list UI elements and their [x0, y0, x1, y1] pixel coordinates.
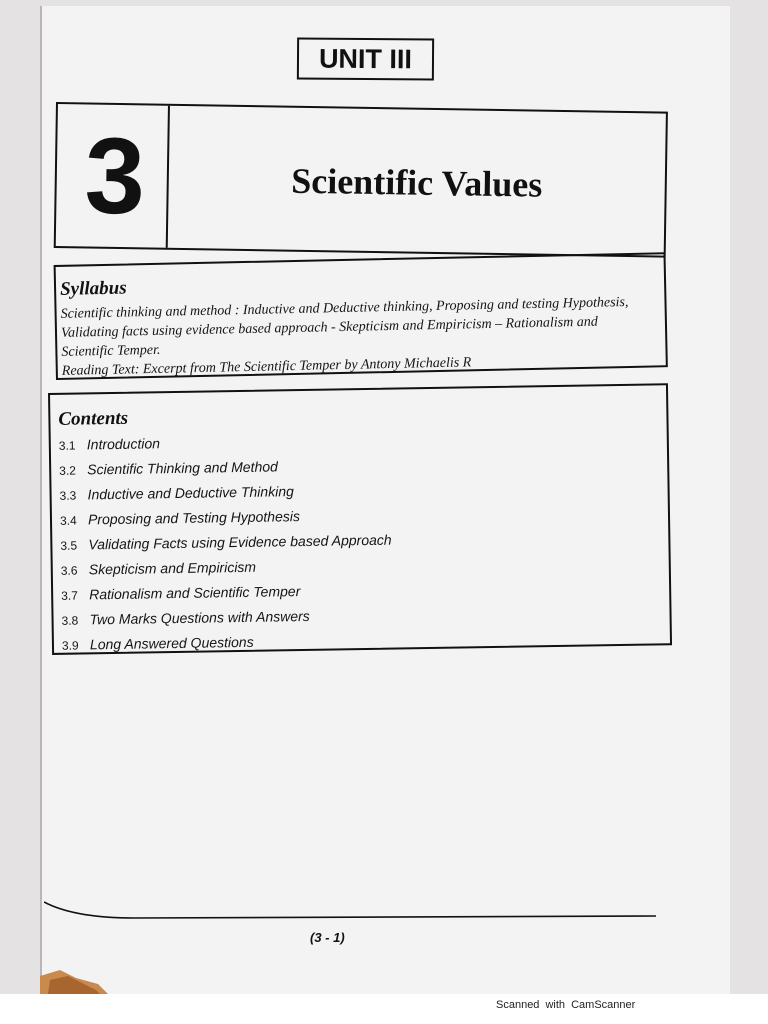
syllabus-line: Reading Text: Excerpt from The Scientific Temper by Antony Michaelis R	[61, 355, 472, 379]
contents-heading: Contents	[58, 407, 129, 430]
toc-title: Scientific Thinking and Method	[87, 458, 278, 478]
syllabus-box	[54, 252, 668, 380]
toc-title: Rationalism and Scientific Temper	[89, 583, 301, 603]
toc-number: 3.8	[61, 613, 79, 628]
footer-rule	[44, 900, 656, 924]
toc-title: Skepticism and Empiricism	[88, 558, 257, 578]
toc-title: Inductive and Deductive Thinking	[87, 483, 294, 503]
toc-number: 3.5	[60, 538, 78, 553]
toc-number: 3.7	[61, 588, 78, 603]
chapter-number: 3	[83, 114, 146, 237]
toc-title: Proposing and Testing Hypothesis	[87, 508, 301, 528]
toc-title: Validating Facts using Evidence based Approach	[88, 531, 392, 553]
toc-number: 3.2	[59, 463, 77, 478]
toc-title: Introduction	[86, 435, 161, 453]
toc-title: Long Answered Questions	[89, 633, 254, 653]
scanner-footer	[0, 994, 768, 1024]
toc-number: 3.1	[58, 438, 76, 453]
toc-number: 3.6	[60, 563, 78, 578]
page-number: (3 - 1)	[310, 930, 345, 945]
toc-title: Two Marks Questions with Answers	[89, 607, 310, 628]
syllabus-heading: Syllabus	[59, 277, 127, 300]
syllabus-line: Scientific Temper.	[61, 342, 161, 360]
scanner-label: Scanned with CamScanner	[496, 999, 636, 1011]
syllabus-line: Scientific thinking and method : Inductive and Deductive thinking, Proposing and testing Hypothesis,	[60, 294, 629, 322]
syllabus-line: Validating facts using evidence based approach - Skepticism and Empiricism – Rationalism and	[60, 314, 598, 341]
unit-label: UNIT III	[297, 38, 434, 81]
contents-box	[48, 383, 672, 655]
toc-number: 3.3	[59, 488, 77, 503]
toc-number: 3.9	[61, 638, 79, 653]
toc-number: 3.4	[59, 513, 77, 528]
chapter-title: Scientific Values	[290, 160, 543, 205]
page-corner-stain-icon	[40, 966, 110, 994]
chapter-header-box	[54, 102, 668, 258]
